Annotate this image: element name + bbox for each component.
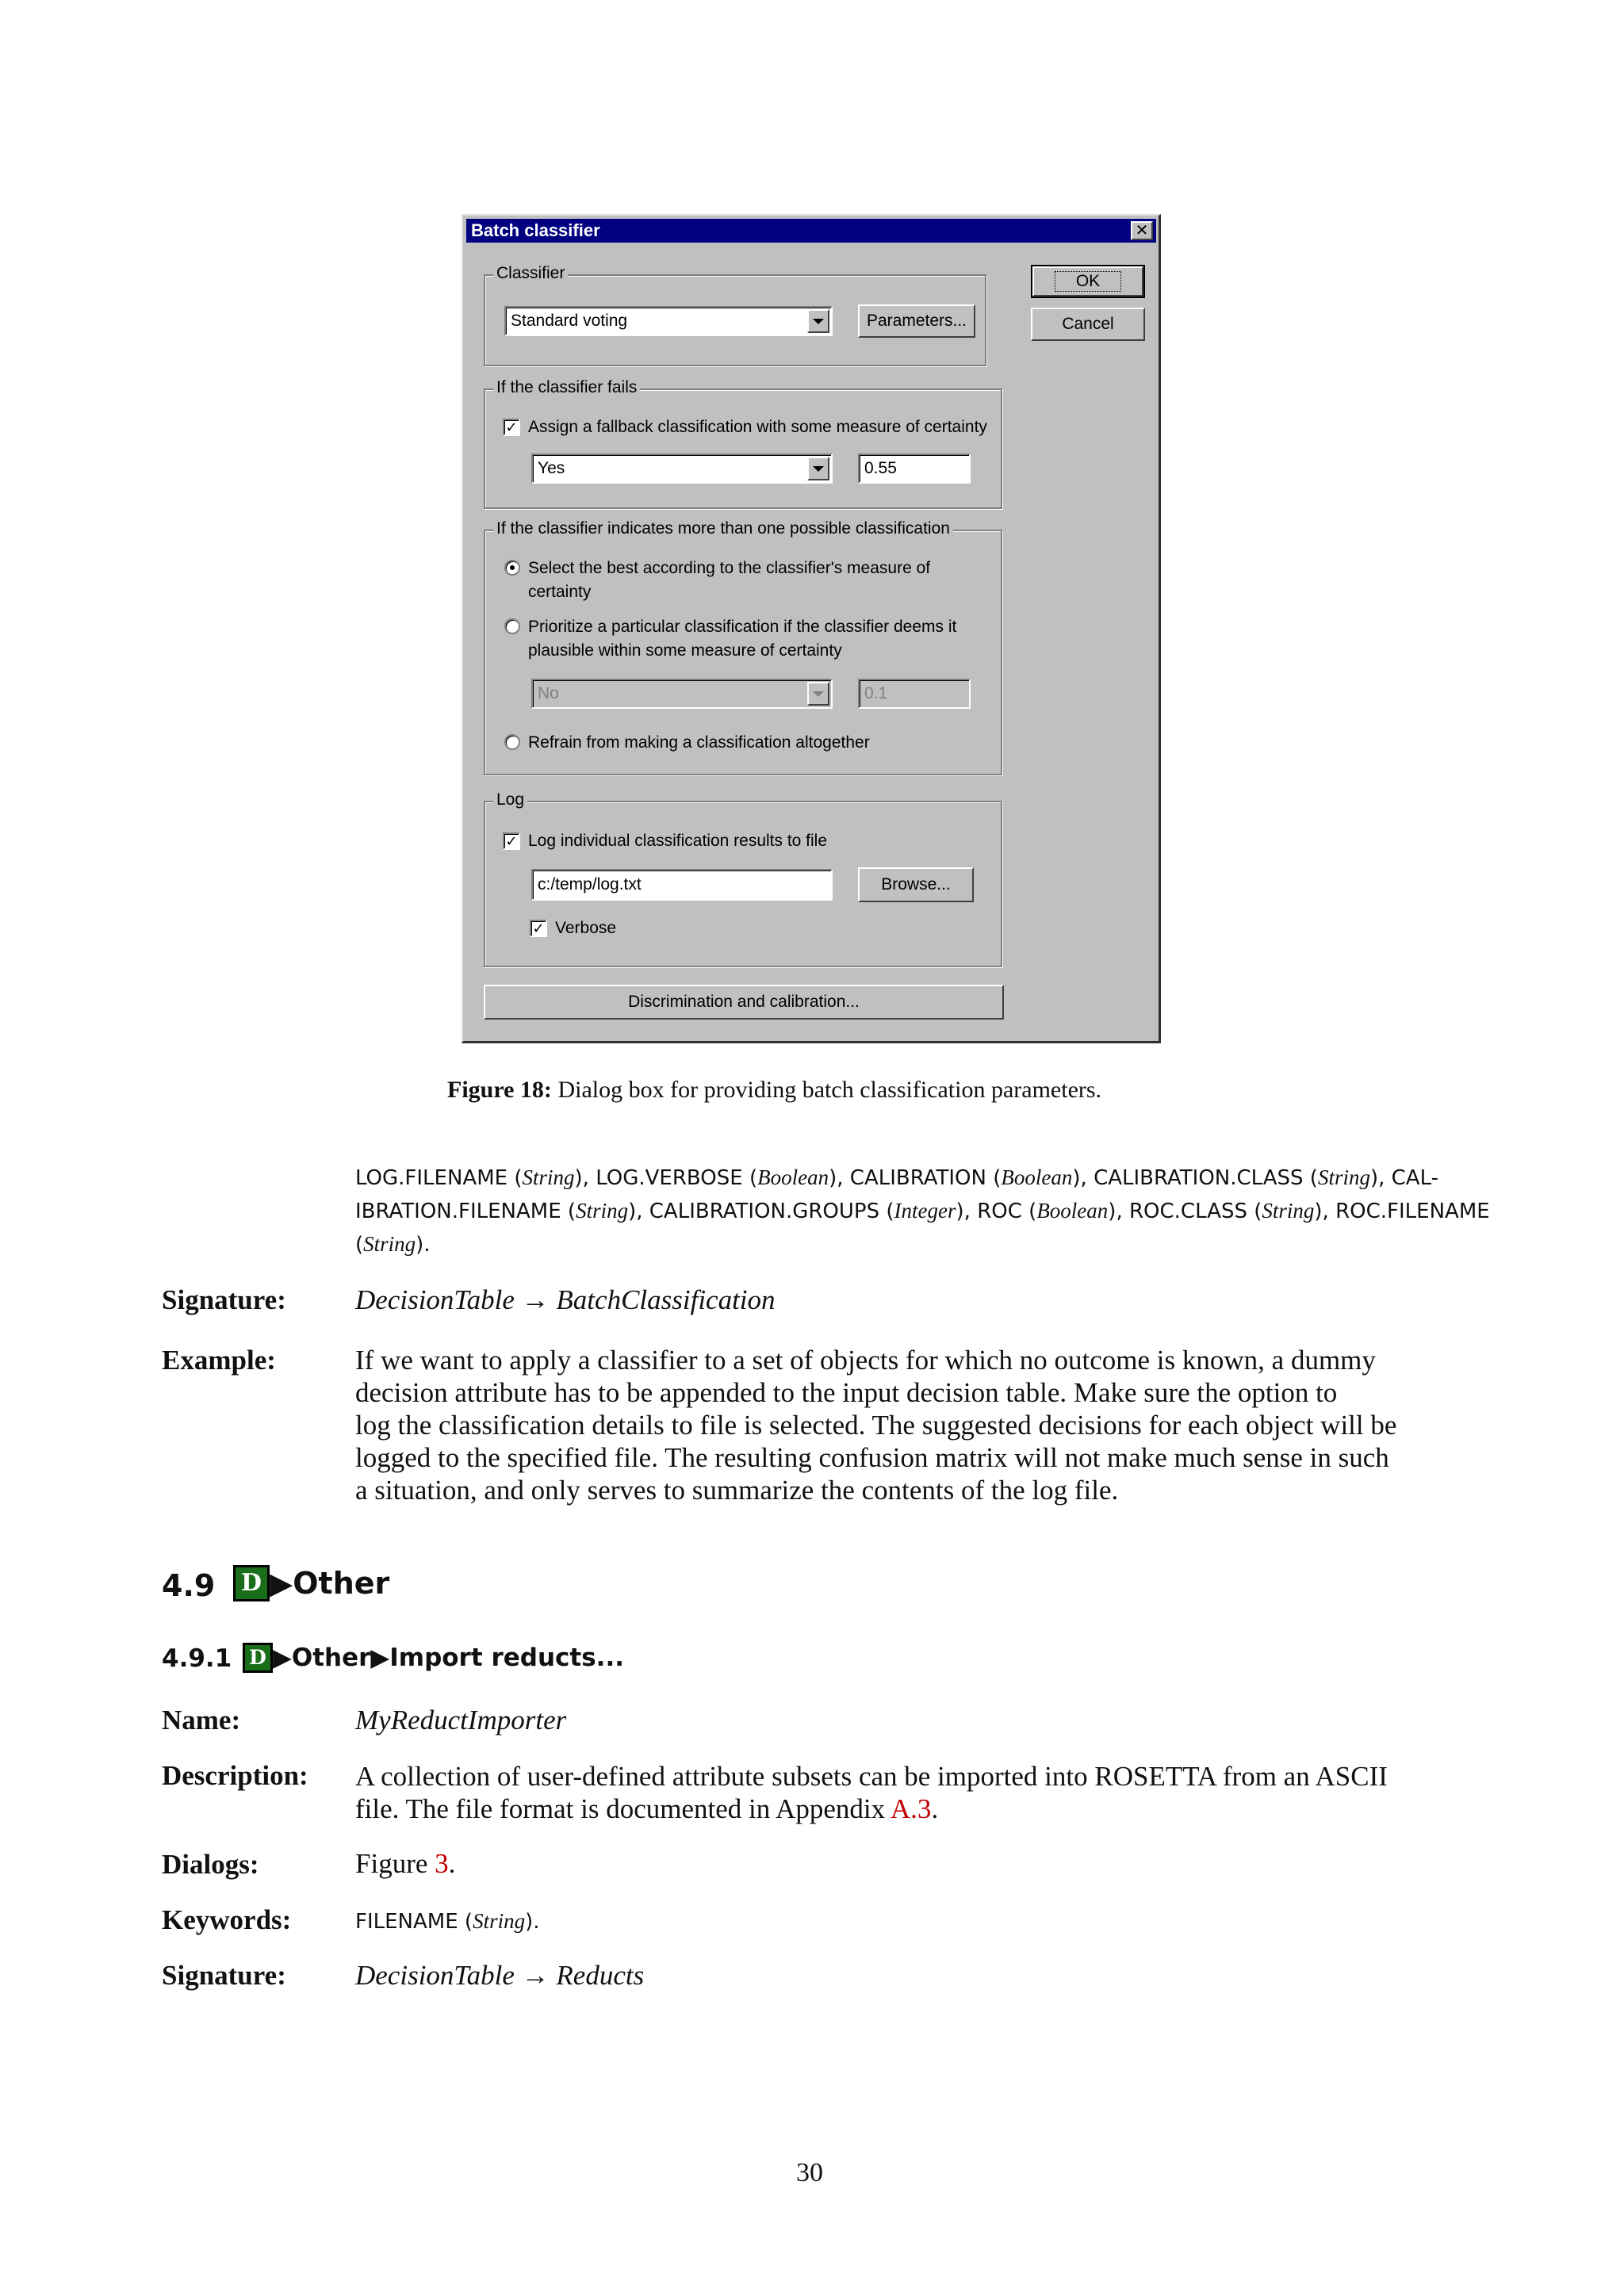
description-text (355, 1760, 1388, 1825)
log-checkbox[interactable]: ✓ (503, 832, 520, 850)
signature-label: Signature: (162, 1284, 286, 1315)
fallback-checkbox-label: Assign a fallback classification with some measure of certainty (528, 418, 987, 436)
close-icon[interactable]: ✕ (1131, 221, 1153, 240)
dialogs-label: Dialogs: (162, 1849, 259, 1880)
classifier-group-legend: Classifier (493, 265, 568, 282)
radio-refrain[interactable] (504, 734, 520, 750)
decision-table-icon: D (233, 1565, 270, 1601)
figure-caption-label: Figure 18: (447, 1077, 552, 1103)
fail-group-legend: If the classifier fails (493, 379, 640, 396)
select-best-label-1: Select the best according to the classifier's measure of (528, 559, 931, 577)
prioritize-certainty-input: 0.1 (858, 679, 971, 709)
radio-prioritize[interactable] (504, 618, 520, 634)
example-line: a situation, and only serves to summarize the contents of the log file. (355, 1475, 1119, 1506)
dialog-title-bar (466, 219, 1156, 243)
prioritize-select-value: No (538, 684, 559, 702)
ok-button[interactable] (1032, 266, 1143, 297)
fallback-select[interactable] (531, 453, 833, 484)
fallback-checkbox[interactable]: ✓ (503, 419, 520, 436)
figure-link[interactable]: 3 (435, 1848, 449, 1879)
example-line: log the classification details to file is selected. The suggested decisions for each object will be (355, 1410, 1397, 1441)
keywords-continued-line-2: IBRATION.FILENAME (String), CALIBRATION.GROUPS (Integer), ROC (Boolean), ROC.CLASS (String), ROC.FILENAME (355, 1199, 1490, 1223)
fallback-certainty-input[interactable]: 0.55 (858, 453, 971, 484)
subsection-title (243, 1643, 624, 1673)
fail-group (484, 388, 1002, 509)
browse-button[interactable]: Browse... (858, 867, 974, 902)
ok-button-label: OK (1055, 271, 1121, 292)
chevron-down-icon[interactable] (807, 309, 829, 333)
keywords-continued-line-1: LOG.FILENAME (String), LOG.VERBOSE (Boolean), CALIBRATION (Boolean), CALIBRATION.CLASS (String), CAL- (355, 1165, 1439, 1190)
section-title (233, 1565, 389, 1601)
figure-caption (447, 1077, 1101, 1104)
page-number: 30 (796, 2158, 823, 2187)
fallback-select-value: Yes (538, 459, 565, 477)
cancel-button[interactable]: Cancel (1031, 308, 1145, 341)
dialog-title: Batch classifier (471, 220, 600, 240)
select-best-label-2: certainty (528, 583, 592, 601)
example-label: Example: (162, 1345, 276, 1376)
log-group-legend: Log (493, 791, 527, 809)
decision-table-icon: D (243, 1643, 273, 1673)
batch-classifier-dialog (462, 214, 1161, 1043)
keywords-value: FILENAME (String). (355, 1909, 540, 1934)
keywords-label: Keywords: (162, 1904, 292, 1935)
verbose-checkbox[interactable]: ✓ (530, 920, 547, 937)
subsection-number: 4.9.1 (162, 1644, 232, 1673)
section-number: 4.9 (162, 1568, 216, 1603)
log-filename-input[interactable]: c:/temp/log.txt (531, 869, 833, 901)
verbose-label: Verbose (555, 919, 617, 937)
refrain-label: Refrain from making a classification altogether (528, 733, 870, 752)
description-label: Description: (162, 1760, 308, 1791)
dialogs-value: Figure 3. (355, 1848, 456, 1879)
prioritize-label-2: plausible within some measure of certainty (528, 641, 842, 660)
chevron-down-icon (807, 682, 829, 706)
signature2-label: Signature: (162, 1960, 286, 1991)
prioritize-select (531, 679, 833, 709)
prioritize-label-1: Prioritize a particular classification if the classifier deems it (528, 618, 957, 636)
radio-select-best[interactable] (504, 560, 520, 576)
classifier-select[interactable] (504, 306, 833, 336)
chevron-down-icon[interactable] (807, 457, 829, 480)
discrimination-calibration-button[interactable]: Discrimination and calibration... (484, 985, 1004, 1020)
description-line-1: A collection of user-defined attribute subsets can be imported into ROSETTA from an ASCII (355, 1761, 1388, 1792)
example-line: If we want to apply a classifier to a set of objects for which no outcome is known, a dummy (355, 1345, 1376, 1376)
signature-value: DecisionTable → BatchClassification (355, 1284, 776, 1315)
example-line: decision attribute has to be appended to the input decision table. Make sure the option to (355, 1377, 1338, 1408)
example-line: logged to the specified file. The resulting confusion matrix will not make much sense in such (355, 1442, 1389, 1473)
description-line-2: file. The file format is documented in Appendix A.3. (355, 1793, 939, 1824)
classifier-select-value: Standard voting (511, 312, 628, 330)
multi-group-legend: If the classifier indicates more than one possible classification (493, 520, 953, 538)
figure-caption-text: Dialog box for providing batch classification parameters. (557, 1077, 1102, 1103)
signature2-value: DecisionTable → Reducts (355, 1960, 645, 1991)
subsection-title-text: ▶Other▶Import reducts... (273, 1644, 625, 1672)
appendix-link[interactable]: A.3 (890, 1793, 932, 1824)
example-text (355, 1344, 1396, 1506)
log-checkbox-label: Log individual classification results to file (528, 832, 828, 850)
keywords-continued-line-3: (String). (355, 1232, 431, 1257)
name-value: MyReductImporter (355, 1705, 567, 1735)
section-title-text: ▶Other (270, 1566, 390, 1601)
parameters-button[interactable]: Parameters... (858, 304, 975, 338)
name-label: Name: (162, 1705, 241, 1735)
